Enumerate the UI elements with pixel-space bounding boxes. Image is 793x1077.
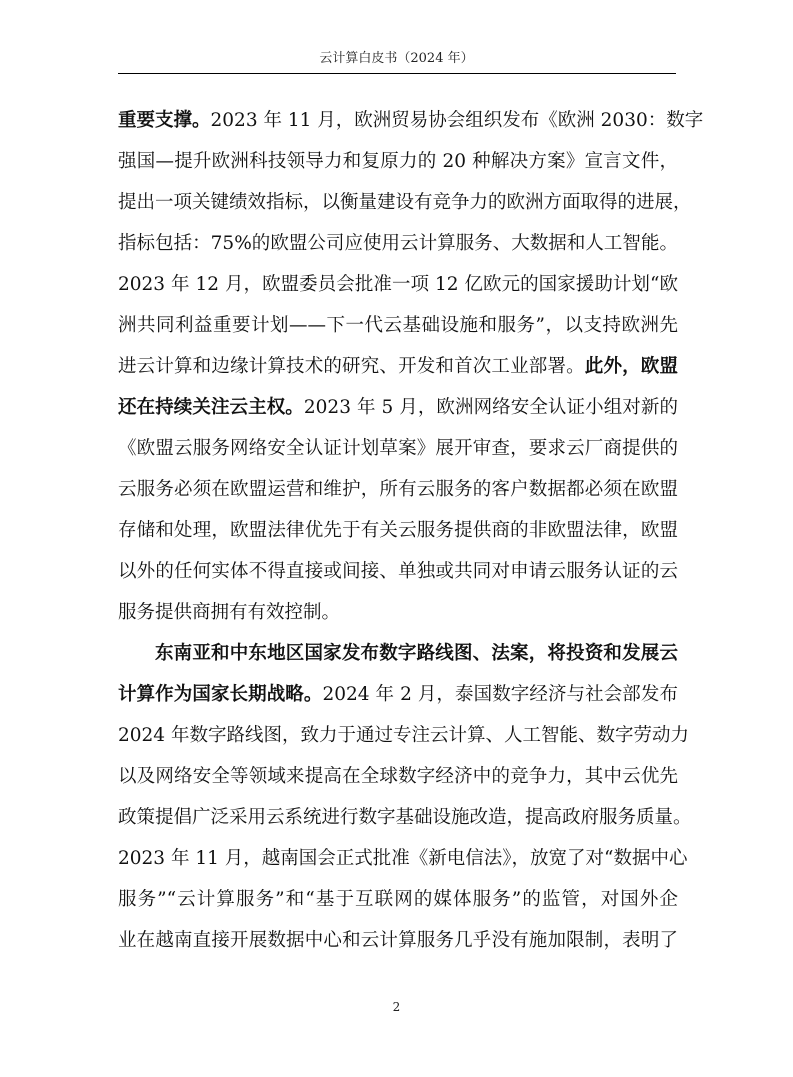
bold-phrase: 此外，欧盟 — [584, 356, 678, 377]
text-line: 服务”“云计算服务”和“基于互联网的媒体服务”的监管，对国外企 — [118, 889, 678, 910]
text-line — [118, 387, 678, 428]
text-line — [118, 100, 704, 141]
text-line: 提出一项关键绩效指标，以衡量建设有竞争力的欧洲方面取得的进展， — [118, 192, 692, 213]
paragraph-eu-cloud-policy — [118, 100, 704, 633]
text-line: 强国—提升欧洲科技领导力和复原力的 20 种解决方案》宣言文件， — [118, 151, 678, 172]
text-line — [118, 346, 678, 387]
bold-phrase: 东南亚和中东地区国家发布数字路线图、法案，将投资和发展云 — [155, 643, 678, 664]
text-line: 存储和处理，欧盟法律优先于有关云服务提供商的非欧盟法律，欧盟 — [118, 520, 678, 541]
bold-phrase: 还在持续关注云主权。 — [118, 397, 304, 418]
text-line: 洲共同利益重要计划——下一代云基础设施和服务”，以支持欧洲先 — [118, 315, 678, 336]
text-line: 2024 年数字路线图，致力于通过专注云计算、人工智能、数字劳动力 — [118, 725, 689, 746]
text-run: 2023 年 11 月，欧洲贸易协会组织发布《欧洲 2030：数字 — [210, 110, 704, 131]
text-line: 2023 年 12 月，欧盟委员会批准一项 12 亿欧元的国家援助计划“欧 — [118, 274, 678, 295]
paragraph-sea-middle-east — [118, 633, 692, 961]
text-line: 政策提倡广泛采用云系统进行数字基础设施改造，提高政府服务质量。 — [118, 807, 692, 828]
bold-phrase: 重要支撑。 — [118, 110, 211, 131]
text-line: 以及网络安全等领域来提高在全球数字经济中的竞争力，其中云优先 — [118, 766, 678, 787]
text-run: 进云计算和边缘计算技术的研究、开发和首次工业部署。 — [118, 356, 585, 377]
bold-phrase: 计算作为国家长期战略。 — [118, 684, 323, 705]
running-header: 云计算白皮书（2024 年） — [319, 51, 474, 66]
text-run: 2024 年 2 月，泰国数字经济与社会部发布 — [322, 684, 678, 705]
text-line: 服务提供商拥有有效控制。 — [118, 602, 341, 623]
text-line: 2023 年 11 月，越南国会正式批准《新电信法》，放宽了对“数据中心 — [118, 848, 688, 869]
header-rule — [118, 73, 676, 74]
text-line: 《欧盟云服务网络安全认证计划草案》展开审查，要求云厂商提供的 — [118, 438, 678, 459]
text-line — [118, 633, 678, 674]
text-line: 指标包括：75%的欧盟公司应使用云计算服务、大数据和人工智能。 — [118, 233, 678, 254]
text-run: 2023 年 5 月，欧洲网络安全认证小组对新的 — [303, 397, 678, 418]
body-text — [118, 100, 704, 961]
text-line: 业在越南直接开展数据中心和云计算服务几乎没有施加限制，表明了 — [118, 930, 678, 951]
text-line: 云服务必须在欧盟运营和维护，所有云服务的客户数据都必须在欧盟 — [118, 479, 678, 500]
page-number: 2 — [392, 1000, 401, 1014]
text-line — [118, 674, 678, 715]
text-line: 以外的任何实体不得直接或间接、单独或共同对申请云服务认证的云 — [118, 561, 678, 582]
